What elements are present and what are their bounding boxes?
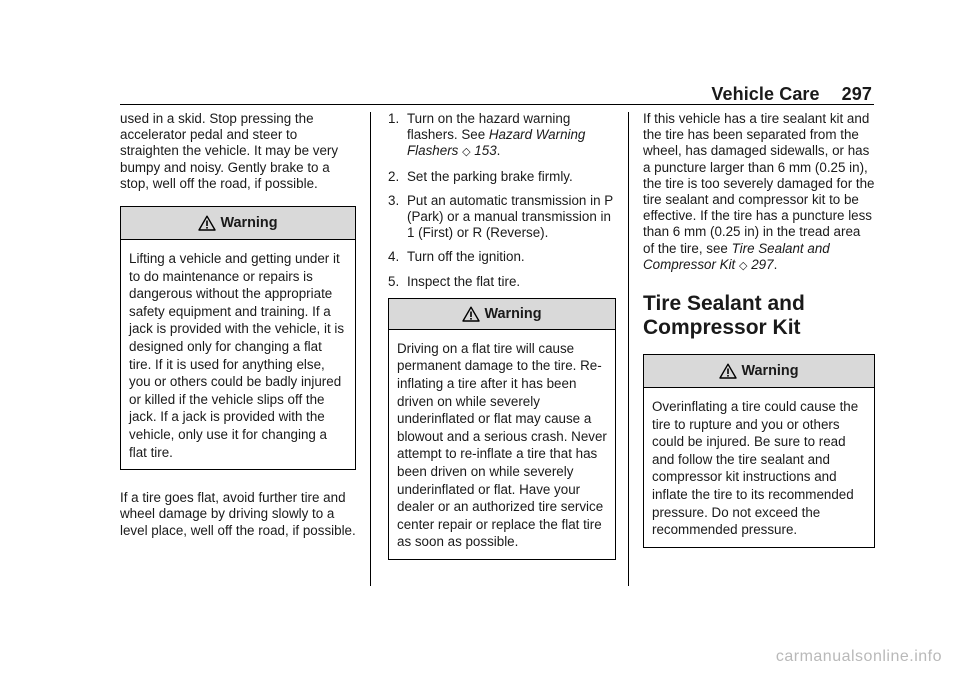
- cross-reference-link[interactable]: Tire Sealant and Compressor Kit: [643, 240, 830, 272]
- page-ref[interactable]: 297: [751, 256, 774, 272]
- section-heading: Tire Sealant and Compressor Kit: [643, 292, 805, 340]
- column-2: [388, 111, 616, 560]
- cross-reference-link[interactable]: Hazard Warning Flashers: [407, 127, 586, 159]
- warning-title: Warning: [220, 214, 278, 231]
- list-item: 3. Put an automatic transmission in P (Park) or a manual transmission in 1 (First) or R (Reverse).: [388, 192, 613, 241]
- warning-header: [389, 299, 615, 330]
- warning-body: Driving on a flat tire will cause permanent damage to the tire. Re-inflating a tire after it has been driven on while severely underinflated or flat may cause a blowout and a serious crash. Never attempt to re-inflate a tire that has been driven on while severely underinflated or flat. Have your dealer or an authorized tire service center repair or replace the flat tire as soon as possible.: [397, 340, 607, 550]
- warning-title: Warning: [484, 305, 542, 322]
- list-item: 2. Set the parking brake firmly.: [388, 168, 573, 184]
- page-ref[interactable]: 153: [474, 143, 497, 159]
- page-number: 297: [841, 84, 872, 104]
- warning-body: Lifting a vehicle and getting under it to do maintenance or repairs is dangerous without the appropriate safety equipment and training. If a jack is provided with the vehicle, it is designed only for changing a flat tire. If it is used for anything else, you or others could be badly injured or killed if the vehicle slips off the jack. If a jack is provided with the vehicle, only use it for changing a flat tire.: [129, 251, 345, 460]
- warning-triangle-icon: [198, 215, 216, 231]
- watermark: carmanualsonline.info: [775, 648, 942, 665]
- list-item: 4. Turn off the ignition.: [388, 249, 525, 265]
- column-divider-2: [628, 112, 629, 586]
- list-item: 1. Turn on the hazard warning flashers. See Hazard Warning Flashers ◇ 153.: [388, 111, 586, 159]
- warning-box-overinflate: [643, 354, 875, 548]
- warning-box-flat-tire: [388, 298, 616, 560]
- warning-triangle-icon: [719, 363, 737, 379]
- section-title: Vehicle Care: [711, 84, 820, 104]
- list-item: 5. Inspect the flat tire.: [388, 273, 521, 289]
- warning-header: [644, 355, 874, 388]
- warning-header: [121, 207, 355, 240]
- column-divider-1: [370, 112, 371, 586]
- warning-triangle-icon: [462, 306, 480, 322]
- warning-title: Warning: [741, 362, 799, 379]
- warning-box-jack: [120, 206, 356, 470]
- page-header: [711, 84, 872, 105]
- warning-body: Overinflating a tire could cause the tire to rupture and you or others could be injured. Be sure to read and follow the tire sealant and compressor kit instructions and inflate the tire to its recommended pressure. Do not exceed the recommended pressure.: [652, 399, 859, 538]
- header-rule: [120, 104, 874, 105]
- column-3: [643, 111, 875, 548]
- page-ref-icon: ◇: [739, 259, 748, 272]
- page-ref-icon: ◇: [462, 146, 471, 159]
- skid-paragraph: used in a skid. Stop pressing the accelerator pedal and steer to straighten the vehicle. It may be very bumpy and noisy. Gently brake to a stop, well off the road, if possible.: [120, 111, 339, 191]
- sealant-paragraph: If this vehicle has a tire sealant kit and the tire has been separated from the wheel, has damaged sidewalls, or has a puncture larger than 6 mm (0.25 in), the tire is too severely damaged for the tire sealant and compressor kit to be effective. If the tire has a puncture less than 6 mm (0.25 in) in the tread area of the tire, see Tire Sealant and Compressor Kit ◇ 297.: [643, 111, 875, 272]
- column-1: [120, 111, 356, 539]
- flat-tire-paragraph: If a tire goes flat, avoid further tire and wheel damage by driving slowly to a level place, well off the road, if possible.: [120, 490, 356, 538]
- steps-list: [388, 111, 616, 290]
